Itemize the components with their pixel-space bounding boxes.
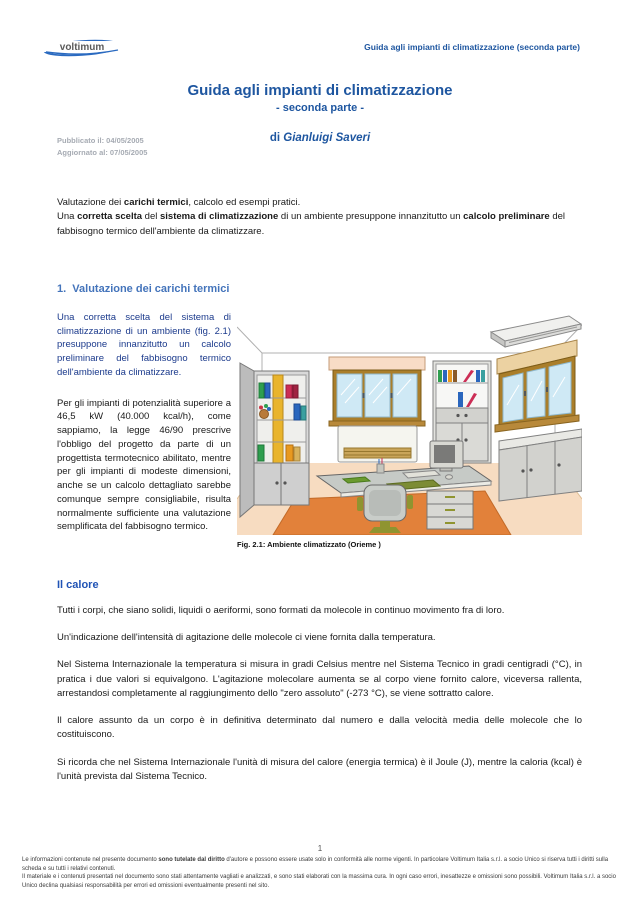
calore-paragraph-5: Si ricorda che nel Sistema Internazionale l'unità di misura del calore (energia termica) è il Joule (J), mentre la caloria (kcal) è l'unità prevista dal Sistema Tecnico.: [57, 756, 582, 782]
intro-line-2: Una corretta scelta del sistema di climatizzazione di un ambiente presuppone innanzitutto un calcolo preliminare del fabbisogno termico dell'ambiente da climatizzare.: [57, 211, 566, 237]
calore-heading: Il calore: [57, 578, 99, 591]
byline-row: [0, 132, 640, 158]
calore-paragraph-1: Tutti i corpi, che siano solidi, liquidi o aeriformi, sono formati da molecole in continuo movimento fra di loro.: [57, 604, 505, 616]
bookshelf: [240, 363, 309, 517]
window-center: [329, 357, 425, 426]
byline-prefix: di: [269, 132, 284, 144]
mouse: [446, 475, 453, 479]
sideboard: [499, 429, 582, 501]
section-1-heading: 1. Valutazione dei carichi termici: [57, 282, 230, 295]
published-date: Pubblicato il: 04/05/2005: [57, 136, 144, 145]
section-1-paragraph-black: Per gli impianti di potenzialità superiore a 46,5 kW (40.000 kcal/h), come sappiamo, la legge 46/90 prescrive l'obbligo del progetto da parte di un progettista termotecnico abilitato, mentre per gli impianti di modeste dimensioni, anche se un calcolo dettagliato sarebbe comunque sempre consigliabile, risulta normalmente sufficiente una valutazione semplificata del fabbisogno termico.: [57, 397, 231, 533]
page-header: [0, 0, 640, 58]
figure-caption: Fig. 2.1: Ambiente climatizzato (Orieme ): [237, 539, 381, 549]
desk-drawers: [427, 491, 473, 529]
page-footer: [22, 844, 618, 890]
publication-dates: [57, 135, 147, 159]
fancoil-radiator: [338, 426, 417, 462]
calore-paragraph-2: Un'indicazione dell'intensità di agitazione delle molecole ci viene fornita dalla temperatura.: [57, 632, 436, 643]
updated-date: Aggiornato al: 07/05/2005: [57, 148, 148, 157]
calore-paragraph-3: Nel Sistema Internazionale la temperatura si misura in gradi Celsius mentre nel Sistema Tecnico in gradi centigradi (°C), in pratica i due valori si equivalgono. L'agitazione molecolare aumenta se al corpo viene fornito calore, viceversa rallenta, arrestandosi completamente al raggiungimento dello "zero assoluto" (-273 °C), se viene sottratto calore.: [57, 659, 582, 699]
voltimum-logo: [40, 36, 124, 58]
byline-author: Gianluigi Saveri: [283, 132, 371, 144]
document-subtitle: - seconda parte -: [275, 102, 365, 114]
footer-disclaimer-2: Il materiale e i contenuti presentati nel documento sono stati attentamente vagliati e analizzati, e sono stati elaborati con la massima cura. In ogni caso errori, inesattezze e omissioni sono possibili. Voltimum Italia s.r.l. a socio Unico declina qualsiasi responsabilità per errori ed omissioni eventualmente presenti nel sito.: [22, 874, 616, 889]
document-title: Guida agli impianti di climatizzazione: [187, 82, 453, 99]
intro-line-1: Valutazione dei carichi termici, calcolo ed esempi pratici.: [57, 197, 301, 208]
running-header-title: Guida agli impianti di climatizzazione (seconda parte): [364, 42, 580, 52]
page-number: 1: [317, 844, 323, 854]
voltimum-logo-text: voltimum: [59, 42, 105, 53]
computer-monitor: [430, 441, 463, 471]
figure-2-1: [237, 313, 582, 549]
section-1-paragraph-blue: Una corretta scelta del sistema di climatizzazione di un ambiente (fig. 2.1) presuppone innanzitutto un calcolo preliminare del fabbisogno termico dell'ambiente da climatizzare.: [57, 311, 231, 378]
intro-paragraph: [57, 196, 582, 239]
section-1-body: [57, 311, 582, 553]
room-illustration: [237, 313, 582, 535]
footer-disclaimer-1: Le informazioni contenute nel presente documento sono tutelate dal diritto d'autore e possono essere usate solo in conformità alle norme vigenti. In particolare Voltimum Italia s.r.l. a socio Unico si riserva tutti i diritti sulla scheda e su tutti i relativi contenuti.: [22, 857, 609, 872]
calore-paragraph-4: Il calore assunto da un corpo è in definitiva determinato dal numero e dalla velocità media delle molecole che lo costituiscono.: [57, 715, 582, 741]
